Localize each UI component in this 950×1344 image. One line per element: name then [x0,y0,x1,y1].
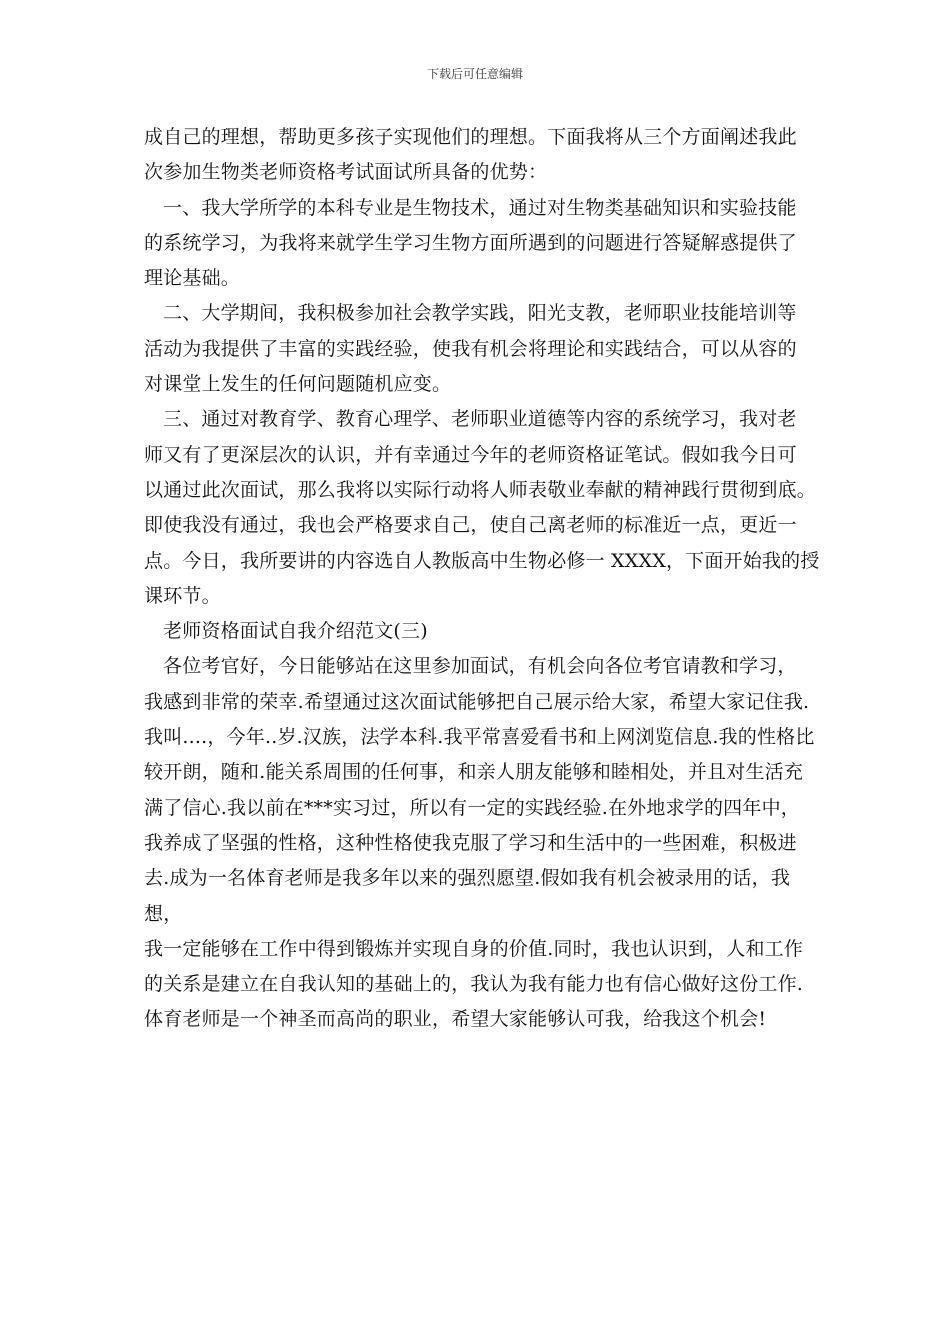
section-heading-text: 老师资格面试自我介绍范文(三) [163,620,428,643]
text-line: 体育老师是一个神圣而高尚的职业，希望大家能够认可我，给我这个机会! [144,1008,767,1031]
text-line: 去.成为一名体育老师是我多年以来的强烈愿望.假如我有机会被录用的话，我想， [144,867,791,925]
text-line: 三、通过对教育学、教育心理学、老师职业道德等内容的系统学习，我对老 [163,408,797,431]
text-line: 我感到非常的荣幸.希望通过这次面试能够把自己展示给大家，希望大家记住我. [144,690,810,713]
paragraph-point-two [144,296,820,402]
text-line: 的系统学习，为我将来就学生学习生物方面所遇到的问题进行答疑解惑提供了 [144,231,797,254]
text-line: 即使我没有通过，我也会严格要求自己，使自己离老师的标准近一点，更近一 [144,514,797,537]
section-heading [144,614,820,649]
page-header: 下载后可任意编辑 [426,67,523,81]
text-line: 点。今日，我所要讲的内容选自人教版高中生物必修一 XXXX，下面开始我的授 [144,549,820,572]
document-body [144,120,820,1038]
paragraph-continuation [144,120,820,191]
text-line: 以通过此次面试，那么我将以实际行动将人师表敬业奉献的精神践行贯彻到底。 [144,478,817,501]
text-line: 课环节。 [144,584,221,607]
text-line: 二、大学期间，我积极参加社会教学实践，阳光支教，老师职业技能培训等 [163,302,797,325]
text-line: 我养成了坚强的性格，这种性格使我克服了学习和生活中的一些困难，积极进 [144,831,797,854]
text-line: 各位考官好，今日能够站在这里参加面试，有机会向各位考官请教和学习， [163,655,797,678]
text-line: 成自己的理想，帮助更多孩子实现他们的理想。下面我将从三个方面阐述我此 [144,126,797,148]
text-line: 的关系是建立在自我认知的基础上的，我认为我有能力也有信心做好这份工作. [144,973,804,996]
paragraph-point-one [144,191,820,297]
text-line: 我叫....，今年..岁.汉族，法学本科.我平常喜爱看书和上网浏览信息.我的性格比 [144,726,815,749]
paragraph-self-introduction [144,649,820,1037]
text-line: 理论基础。 [144,267,241,290]
text-line: 师又有了更深层次的认识，并有幸通过今年的老师资格证笔试。假如我今日可 [144,443,797,466]
text-line: 较开朗，随和.能关系周围的任何事，和亲人朋友能够和睦相处，并且对生活充 [144,761,804,784]
text-line: 满了信心.我以前在***实习过，所以有一定的实践经验.在外地求学的四年中， [144,796,800,819]
text-line: 我一定能够在工作中得到锻炼并实现自身的价值.同时，我也认识到，人和工作 [144,937,804,960]
text-line: 活动为我提供了丰富的实践经验，使我有机会将理论和实践结合，可以从容的 [144,337,797,360]
text-line: 一、我大学所学的本科专业是生物技术，通过对生物类基础知识和实验技能 [163,196,797,219]
text-line: 次参加生物类老师资格考试面试所具备的优势： [144,161,548,184]
paragraph-point-three [144,402,820,614]
text-line: 对课堂上发生的任何问题随机应变。 [144,373,452,396]
